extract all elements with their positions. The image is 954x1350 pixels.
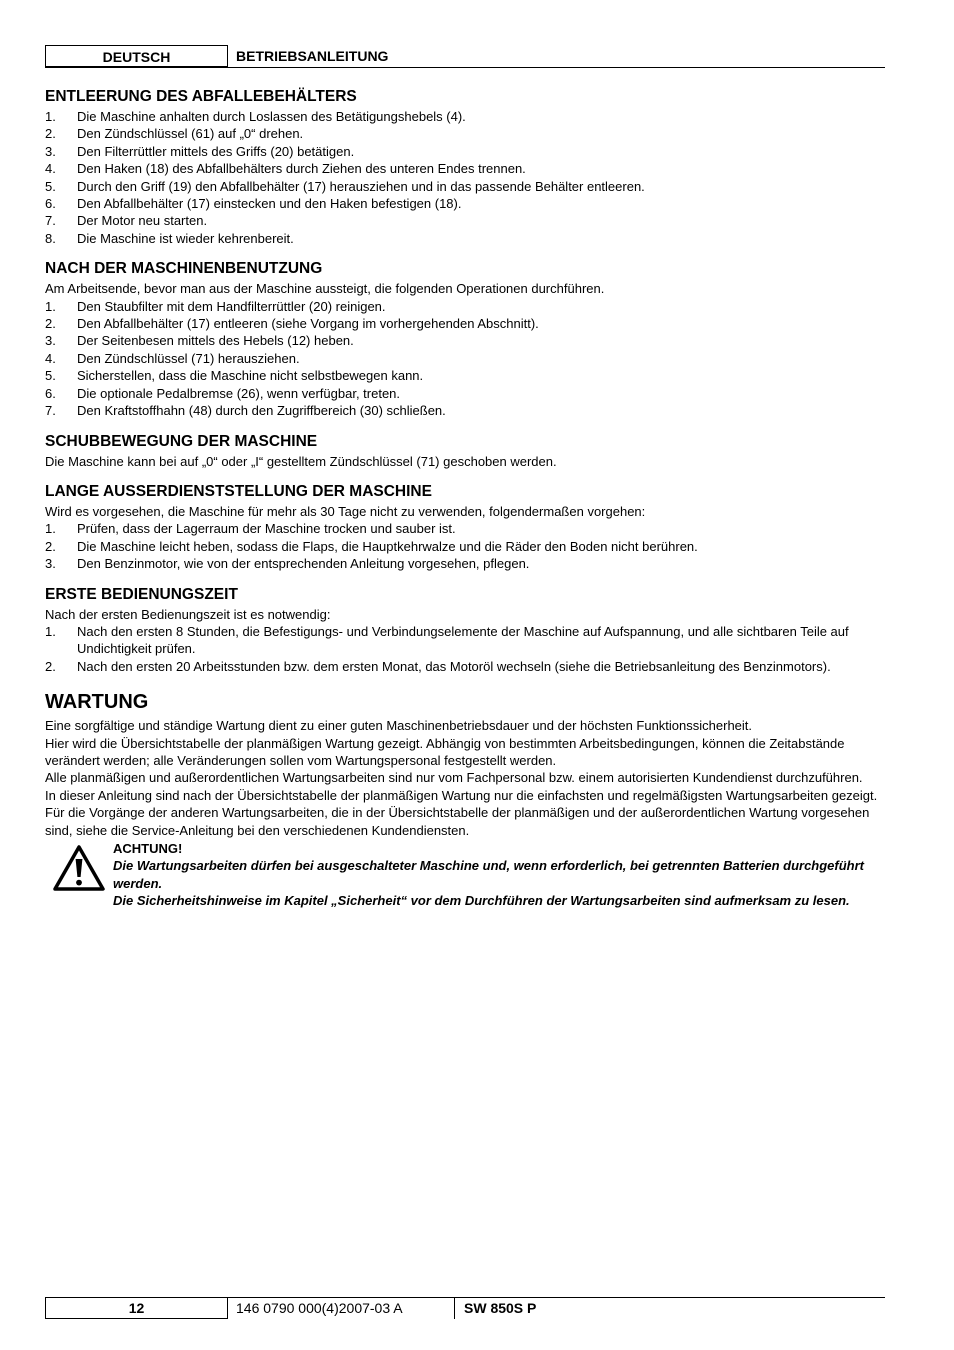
section-schubbewegung <box>45 431 887 470</box>
section-title: NACH DER MASCHINENBENUTZUNG <box>45 260 323 278</box>
wartung-paragraph: Hier wird die Übersichtstabelle der planmäßigen Wartung gezeigt. Abhängig von bestimmten Arbeitsbedingungen, können die Zeitabstände verändert werden; alle Veränderungen sollen vom Wartungspersonal festgestellt werden. <box>45 735 845 768</box>
section-erste-bedienungszeit <box>45 584 887 676</box>
list-item: 2. Die Maschine leicht heben, sodass die Flaps, die Hauptkehrwalze und die Räder den Boden nicht berühren. <box>45 538 698 554</box>
list-item: 6. Den Abfallbehälter (17) einstecken und den Haken befestigen (18). <box>45 196 462 212</box>
section-nach-benutzung <box>45 258 887 419</box>
list-item: 8. Die Maschine ist wieder kehrenbereit. <box>45 230 294 246</box>
list-item: 3. Der Seitenbesen mittels des Hebels (12) heben. <box>45 333 354 349</box>
section-title: ENTLEERUNG DES ABFALLEBEHÄLTERS <box>45 88 357 105</box>
list-item: 6. Die optionale Pedalbremse (26), wenn verfügbar, treten. <box>45 385 401 401</box>
section-intro: Wird es vorgesehen, die Maschine für mehr als 30 Tage nicht zu verwenden, folgendermaßen vorgehen: <box>45 503 646 519</box>
wartung-paragraph: In dieser Anleitung sind nach der Übersichtstabelle der planmäßigen Wartung nur die einfachsten und regelmäßigsten Wartungsarbeiten gezeigt. <box>45 787 878 803</box>
list-item: 2. Den Abfallbehälter (17) entleeren (siehe Vorgang im vorhergehenden Abschnitt). <box>45 316 539 332</box>
document-code: 146 0790 000(4)2007-03 A <box>236 1300 403 1316</box>
wartung-paragraph: Eine sorgfältige und ständige Wartung dient zu einer guten Maschinenbetriebsdauer und der höchsten Funktionssicherheit. <box>45 718 753 734</box>
wartung-paragraph: Für die Vorgänge der anderen Wartungsarbeiten, die in der Übersichtstabelle der planmäßigen und der außerordentlichen Wartung vorgesehen sind, siehe die Service-Anleitung bei den verschiedenen Kundendiensten. <box>45 805 870 838</box>
list-item: 4. Den Haken (18) des Abfallbehälters durch Ziehen des unteren Endes trennen. <box>45 161 526 177</box>
list-item: 5. Sicherstellen, dass die Maschine nicht selbstbewegen kann. <box>45 368 424 384</box>
section-ausserdienststellung <box>45 481 887 573</box>
warning-text <box>113 840 887 910</box>
list-item: 1. Die Maschine anhalten durch Loslassen des Betätigungshebels (4). <box>45 109 466 124</box>
model-name: SW 850S P <box>464 1300 537 1316</box>
section-intro: Nach der ersten Bedienungszeit ist es notwendig: <box>45 606 331 622</box>
list-item: 1. Den Staubfilter mit dem Handfilterrüttler (20) reinigen. <box>45 298 386 314</box>
list-item: 1. Prüfen, dass der Lagerraum der Maschine trocken und sauber ist. <box>45 521 456 537</box>
list-item: 2. Den Zündschlüssel (61) auf „0“ drehen. <box>45 126 304 142</box>
section-wartung <box>45 689 887 909</box>
step-list <box>45 623 887 675</box>
section-intro: Die Maschine kann bei auf „0“ oder „I“ gestelltem Zündschlüssel (71) geschoben werden. <box>45 453 557 469</box>
warning-triangle-icon <box>53 845 105 891</box>
list-item: 7. Der Motor neu starten. <box>45 213 208 229</box>
warning-line: Die Wartungsarbeiten dürfen bei ausgeschalteter Maschine und, wenn erforderlich, bei getrennten Batterien durchgeführt werden. <box>113 858 865 891</box>
list-item: 2. Nach den ersten 20 Arbeitsstunden bzw. dem ersten Monat, das Motoröl wechseln (siehe die Betriebsanleitung des Benzinmotors). <box>45 658 831 674</box>
warning-line: Die Sicherheitshinweise im Kapitel „Sicherheit“ vor dem Durchführen der Wartungsarbeiten sind aufmerksam zu lesen. <box>113 893 850 909</box>
wartung-paragraph: Alle planmäßigen und außerordentlichen Wartungsarbeiten sind nur vom Fachpersonal bzw. einem autorisierten Kundendienst durchzuführen. <box>45 770 863 786</box>
list-item: 4. Den Zündschlüssel (71) herausziehen. <box>45 350 300 366</box>
page-footer <box>45 1297 885 1319</box>
warning-box <box>45 840 887 910</box>
page-content <box>45 86 887 910</box>
warning-label: ACHTUNG! <box>113 841 183 856</box>
header-title: BETRIEBSANLEITUNG <box>236 48 389 64</box>
step-list <box>45 298 887 420</box>
list-item: 3. Den Benzinmotor, wie von der entsprechenden Anleitung vorgesehen, pflegen. <box>45 556 530 572</box>
list-item: 7. Den Kraftstoffhahn (48) durch den Zugriffbereich (30) schließen. <box>45 403 446 419</box>
header-language: DEUTSCH <box>45 45 228 67</box>
page-number: 12 <box>45 1298 228 1319</box>
step-list <box>45 520 887 572</box>
section-title: ERSTE BEDIENUNGSZEIT <box>45 585 238 603</box>
list-item: 3. Den Filterrüttler mittels des Griffs (20) betätigen. <box>45 143 355 159</box>
footer-divider <box>454 1298 455 1319</box>
step-list <box>45 108 887 247</box>
section-intro: Am Arbeitsende, bevor man aus der Maschine aussteigt, die folgenden Operationen durchführen. <box>45 281 605 297</box>
page-header <box>45 45 885 68</box>
section-title: LANGE AUSSERDIENSTSTELLUNG DER MASCHINE <box>45 482 432 500</box>
section-title: SCHUBBEWEGUNG DER MASCHINE <box>45 432 318 450</box>
section-entleerung <box>45 86 887 247</box>
chapter-title: WARTUNG <box>45 691 149 714</box>
list-item: 1. Nach den ersten 8 Stunden, die Befestigungs- und Verbindungselemente der Maschine auf Aufspannung, und alle sichtbaren Teile auf Undichtigkeit prüfen. <box>45 623 849 657</box>
list-item: 5. Durch den Griff (19) den Abfallbehälter (17) herausziehen und in das passende Behälter entleeren. <box>45 178 645 194</box>
